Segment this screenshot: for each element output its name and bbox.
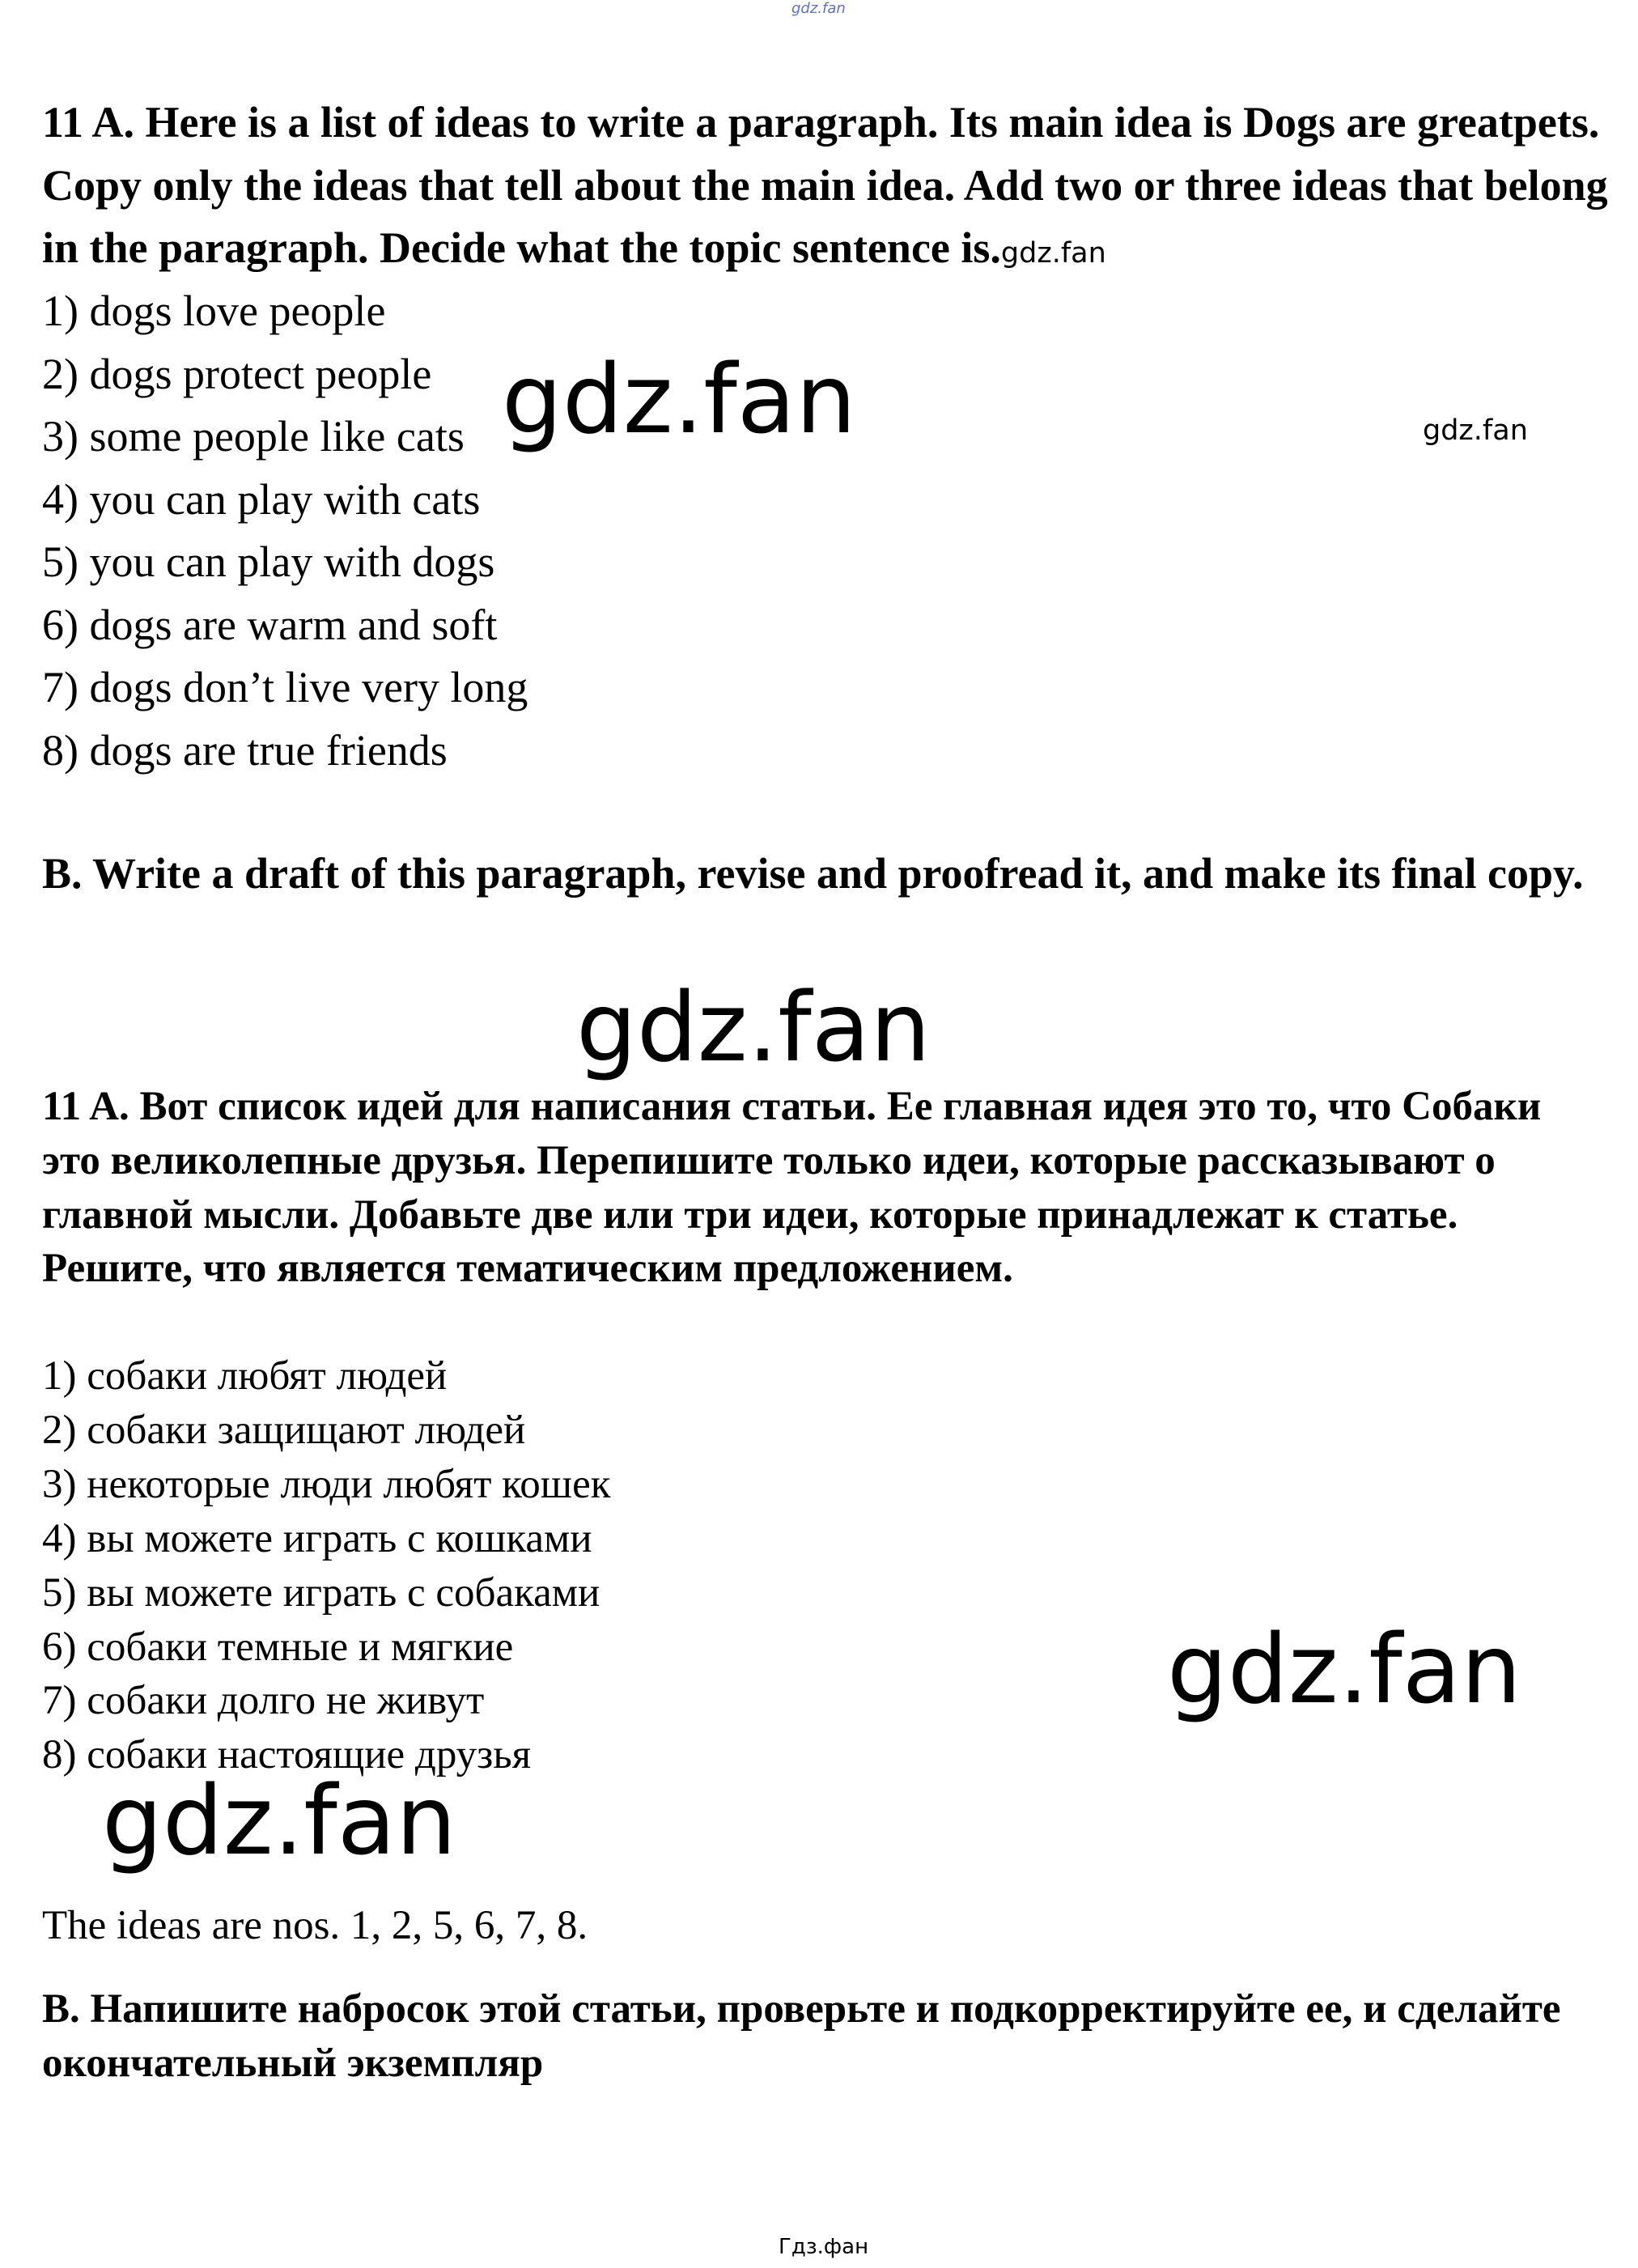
- russian-task-heading: 11 A. Вот список идей для написания статьи. Ее главная идея это то, что Собаки это великолепные друзья. Перепишите только идеи, которые рассказывают о главной мысли. Добавьте две или три идеи, которые принадлежат к статье. Решите, что является тематическим предложением.: [42, 1084, 1542, 1292]
- english-task-heading: [42, 91, 1612, 286]
- russian-part-b: B. Напишите набросок этой статьи, проверьте и подкорректируйте ее, и сделайте окончательный экземпляр: [42, 1986, 1561, 2086]
- list-item: 4) вы можете играть с кошками: [42, 1515, 592, 1561]
- watermark-large-4: gdz.fan: [102, 1765, 456, 1876]
- list-item: 8) собаки настоящие друзья: [42, 1732, 532, 1778]
- list-item: 6) собаки темные и мягкие: [42, 1624, 514, 1670]
- list-item: 8) dogs are true friends: [42, 725, 448, 775]
- inline-watermark: gdz.fan: [1000, 237, 1106, 270]
- top-watermark: gdz.fan: [791, 0, 846, 17]
- bottom-watermark: Гдз.фан: [779, 2235, 869, 2259]
- list-item: 6) dogs are warm and soft: [42, 600, 498, 649]
- list-item: 1) dogs love people: [42, 287, 386, 335]
- english-part-b: B. Write a draft of this paragraph, revise and proofread it, and make its final copy.: [42, 849, 1584, 898]
- watermark-large-2: gdz.fan: [576, 971, 931, 1083]
- watermark-large-1: gdz.fan: [502, 343, 856, 455]
- list-item: 5) вы можете играть с собаками: [42, 1569, 600, 1616]
- watermark-large-3: gdz.fan: [1167, 1613, 1521, 1725]
- russian-ideas-list: [42, 1349, 611, 1782]
- list-item: 2) dogs protect people: [42, 349, 432, 398]
- list-item: 3) некоторые люди любят кошек: [42, 1461, 611, 1507]
- answer-text: The ideas are nos. 1, 2, 5, 6, 7, 8.: [42, 1903, 588, 1948]
- english-heading-text: 11 A. Here is a list of ideas to write a paragraph. Its main idea is Dogs are greatpets. Copy only the ideas that tell about the main idea. Add two or three ideas that belong in the paragraph. Decide what the topic sentence is.: [42, 98, 1608, 272]
- list-item: 2) собаки защищают людей: [42, 1407, 526, 1453]
- english-ideas-list: [42, 280, 528, 782]
- watermark-small-right: gdz.fan: [1423, 414, 1528, 447]
- list-item: 3) some people like cats: [42, 412, 465, 461]
- list-item: 7) собаки долго не живут: [42, 1678, 485, 1724]
- list-item: 5) you can play with dogs: [42, 537, 495, 586]
- list-item: 7) dogs don’t live very long: [42, 663, 528, 711]
- list-item: 4) you can play with cats: [42, 474, 481, 524]
- list-item: 1) собаки любят людей: [42, 1353, 448, 1399]
